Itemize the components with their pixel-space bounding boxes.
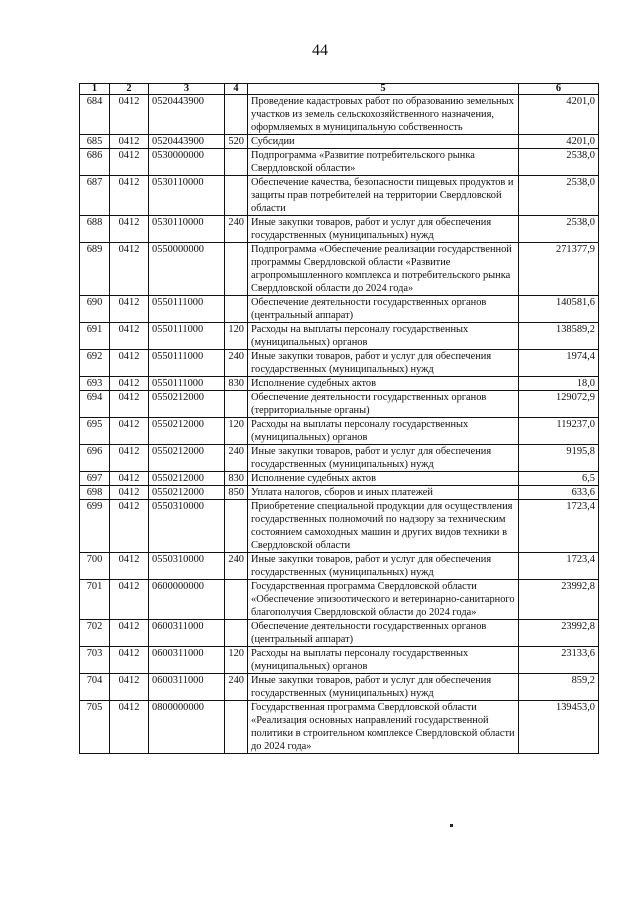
- amount: 138589,2: [519, 323, 599, 350]
- table-row: [80, 377, 599, 391]
- amount: 18,0: [519, 377, 599, 391]
- row-number: 689: [80, 243, 110, 296]
- section-code: 0412: [110, 486, 149, 500]
- target-code: 0530000000: [149, 149, 225, 176]
- expense-type-code: [225, 176, 248, 216]
- item-name: Подпрограмма «Развитие потребительского рынка Свердловской области»: [248, 149, 519, 176]
- amount: 129072,9: [519, 391, 599, 418]
- row-number: 696: [80, 445, 110, 472]
- row-number: 688: [80, 216, 110, 243]
- section-code: 0412: [110, 500, 149, 553]
- table-row: [80, 445, 599, 472]
- expense-type-code: [225, 296, 248, 323]
- table-row: [80, 486, 599, 500]
- expense-type-code: 240: [225, 216, 248, 243]
- item-name: Обеспечение деятельности государственных органов (территориальные органы): [248, 391, 519, 418]
- target-code: 0550212000: [149, 472, 225, 486]
- expense-type-code: 240: [225, 674, 248, 701]
- column-header: 1: [80, 84, 110, 95]
- table-row: [80, 418, 599, 445]
- amount: 1723,4: [519, 500, 599, 553]
- row-number: 685: [80, 135, 110, 149]
- expense-type-code: 240: [225, 445, 248, 472]
- table-row: [80, 243, 599, 296]
- table-row: [80, 674, 599, 701]
- row-number: 702: [80, 620, 110, 647]
- section-code: 0412: [110, 391, 149, 418]
- target-code: 0530110000: [149, 176, 225, 216]
- section-code: 0412: [110, 243, 149, 296]
- item-name: Иные закупки товаров, работ и услуг для обеспечения государственных (муниципальных) нужд: [248, 674, 519, 701]
- amount: 140581,6: [519, 296, 599, 323]
- row-number: 687: [80, 176, 110, 216]
- expense-type-code: 830: [225, 377, 248, 391]
- target-code: 0550212000: [149, 486, 225, 500]
- section-code: 0412: [110, 149, 149, 176]
- table-row: [80, 296, 599, 323]
- expense-type-code: 120: [225, 418, 248, 445]
- target-code: 0520443900: [149, 95, 225, 135]
- item-name: Субсидии: [248, 135, 519, 149]
- table-header-row: [80, 84, 599, 95]
- expense-type-code: [225, 500, 248, 553]
- expense-type-code: [225, 701, 248, 754]
- row-number: 693: [80, 377, 110, 391]
- amount: 23133,6: [519, 647, 599, 674]
- table-row: [80, 149, 599, 176]
- section-code: 0412: [110, 418, 149, 445]
- row-number: 691: [80, 323, 110, 350]
- item-name: Проведение кадастровых работ по образованию земельных участков из земель сельскохозяйственного назначения, оформляемых в муниципальную собственность: [248, 95, 519, 135]
- target-code: 0550111000: [149, 350, 225, 377]
- item-name: Уплата налогов, сборов и иных платежей: [248, 486, 519, 500]
- target-code: 0600311000: [149, 620, 225, 647]
- budget-table: [79, 83, 599, 754]
- column-header: 5: [248, 84, 519, 95]
- item-name: Приобретение специальной продукции для осуществления государственных полномочий по надзору за техническим состоянием самоходных машин и других видов техники в Свердловской области: [248, 500, 519, 553]
- expense-type-code: [225, 95, 248, 135]
- row-number: 695: [80, 418, 110, 445]
- table-row: [80, 580, 599, 620]
- item-name: Иные закупки товаров, работ и услуг для обеспечения государственных (муниципальных) нужд: [248, 445, 519, 472]
- table-row: [80, 647, 599, 674]
- amount: 23992,8: [519, 580, 599, 620]
- row-number: 697: [80, 472, 110, 486]
- expense-type-code: [225, 391, 248, 418]
- amount: 2538,0: [519, 216, 599, 243]
- section-code: 0412: [110, 135, 149, 149]
- row-number: 690: [80, 296, 110, 323]
- table-row: [80, 553, 599, 580]
- amount: 23992,8: [519, 620, 599, 647]
- row-number: 686: [80, 149, 110, 176]
- amount: 1974,4: [519, 350, 599, 377]
- expense-type-code: 830: [225, 472, 248, 486]
- amount: 859,2: [519, 674, 599, 701]
- amount: 119237,0: [519, 418, 599, 445]
- item-name: Исполнение судебных актов: [248, 472, 519, 486]
- section-code: 0412: [110, 553, 149, 580]
- section-code: 0412: [110, 701, 149, 754]
- table-row: [80, 620, 599, 647]
- target-code: 0600311000: [149, 647, 225, 674]
- item-name: Обеспечение качества, безопасности пищевых продуктов и защиты прав потребителей на территории Свердловской области: [248, 176, 519, 216]
- section-code: 0412: [110, 323, 149, 350]
- expense-type-code: 520: [225, 135, 248, 149]
- table-row: [80, 216, 599, 243]
- target-code: 0520443900: [149, 135, 225, 149]
- section-code: 0412: [110, 472, 149, 486]
- section-code: 0412: [110, 350, 149, 377]
- row-number: 705: [80, 701, 110, 754]
- expense-type-code: 120: [225, 323, 248, 350]
- table-row: [80, 350, 599, 377]
- expense-type-code: [225, 580, 248, 620]
- item-name: Обеспечение деятельности государственных органов (центральный аппарат): [248, 296, 519, 323]
- section-code: 0412: [110, 445, 149, 472]
- table-row: [80, 701, 599, 754]
- column-header: 4: [225, 84, 248, 95]
- table-row: [80, 135, 599, 149]
- expense-type-code: 850: [225, 486, 248, 500]
- section-code: 0412: [110, 176, 149, 216]
- expense-type-code: 240: [225, 553, 248, 580]
- expense-type-code: 120: [225, 647, 248, 674]
- item-name: Расходы на выплаты персоналу государственных (муниципальных) органов: [248, 323, 519, 350]
- section-code: 0412: [110, 377, 149, 391]
- row-number: 703: [80, 647, 110, 674]
- target-code: 0550310000: [149, 500, 225, 553]
- amount: 6,5: [519, 472, 599, 486]
- column-header: 6: [519, 84, 599, 95]
- item-name: Подпрограмма «Обеспечение реализации государственной программы Свердловской области «Развитие агропромышленного комплекса и потребительского рынка Свердловской области до 2024 года»: [248, 243, 519, 296]
- expense-type-code: 240: [225, 350, 248, 377]
- section-code: 0412: [110, 95, 149, 135]
- expense-type-code: [225, 149, 248, 176]
- scan-dot: [450, 824, 453, 827]
- target-code: 0550111000: [149, 377, 225, 391]
- row-number: 704: [80, 674, 110, 701]
- target-code: 0550212000: [149, 445, 225, 472]
- expense-type-code: [225, 620, 248, 647]
- amount: 139453,0: [519, 701, 599, 754]
- item-name: Государственная программа Свердловской области «Реализация основных направлений государственной политики в строительном комплексе Свердловской области до 2024 года»: [248, 701, 519, 754]
- target-code: 0530110000: [149, 216, 225, 243]
- item-name: Государственная программа Свердловской области «Обеспечение эпизоотического и ветеринарно-санитарного благополучия Свердловской области до 2024 года»: [248, 580, 519, 620]
- item-name: Расходы на выплаты персоналу государственных (муниципальных) органов: [248, 418, 519, 445]
- item-name: Иные закупки товаров, работ и услуг для обеспечения государственных (муниципальных) нужд: [248, 553, 519, 580]
- row-number: 699: [80, 500, 110, 553]
- table-row: [80, 472, 599, 486]
- section-code: 0412: [110, 580, 149, 620]
- target-code: 0550111000: [149, 323, 225, 350]
- target-code: 0550000000: [149, 243, 225, 296]
- target-code: 0600000000: [149, 580, 225, 620]
- target-code: 0550310000: [149, 553, 225, 580]
- amount: 2538,0: [519, 149, 599, 176]
- amount: 1723,4: [519, 553, 599, 580]
- target-code: 0600311000: [149, 674, 225, 701]
- row-number: 700: [80, 553, 110, 580]
- row-number: 692: [80, 350, 110, 377]
- item-name: Иные закупки товаров, работ и услуг для обеспечения государственных (муниципальных) нужд: [248, 350, 519, 377]
- table-body: [80, 95, 599, 754]
- section-code: 0412: [110, 647, 149, 674]
- amount: 633,6: [519, 486, 599, 500]
- column-header: 3: [149, 84, 225, 95]
- column-header: 2: [110, 84, 149, 95]
- section-code: 0412: [110, 620, 149, 647]
- table-row: [80, 95, 599, 135]
- row-number: 694: [80, 391, 110, 418]
- section-code: 0412: [110, 216, 149, 243]
- target-code: 0550212000: [149, 391, 225, 418]
- row-number: 684: [80, 95, 110, 135]
- target-code: 0800000000: [149, 701, 225, 754]
- expense-type-code: [225, 243, 248, 296]
- target-code: 0550111000: [149, 296, 225, 323]
- table-row: [80, 323, 599, 350]
- section-code: 0412: [110, 674, 149, 701]
- row-number: 698: [80, 486, 110, 500]
- section-code: 0412: [110, 296, 149, 323]
- amount: 271377,9: [519, 243, 599, 296]
- page-number: 44: [312, 42, 328, 59]
- amount: 4201,0: [519, 95, 599, 135]
- item-name: Обеспечение деятельности государственных органов (центральный аппарат): [248, 620, 519, 647]
- table-row: [80, 176, 599, 216]
- table-row: [80, 500, 599, 553]
- item-name: Исполнение судебных актов: [248, 377, 519, 391]
- amount: 2538,0: [519, 176, 599, 216]
- item-name: Иные закупки товаров, работ и услуг для обеспечения государственных (муниципальных) нужд: [248, 216, 519, 243]
- table-row: [80, 391, 599, 418]
- item-name: Расходы на выплаты персоналу государственных (муниципальных) органов: [248, 647, 519, 674]
- amount: 9195,8: [519, 445, 599, 472]
- target-code: 0550212000: [149, 418, 225, 445]
- row-number: 701: [80, 580, 110, 620]
- amount: 4201,0: [519, 135, 599, 149]
